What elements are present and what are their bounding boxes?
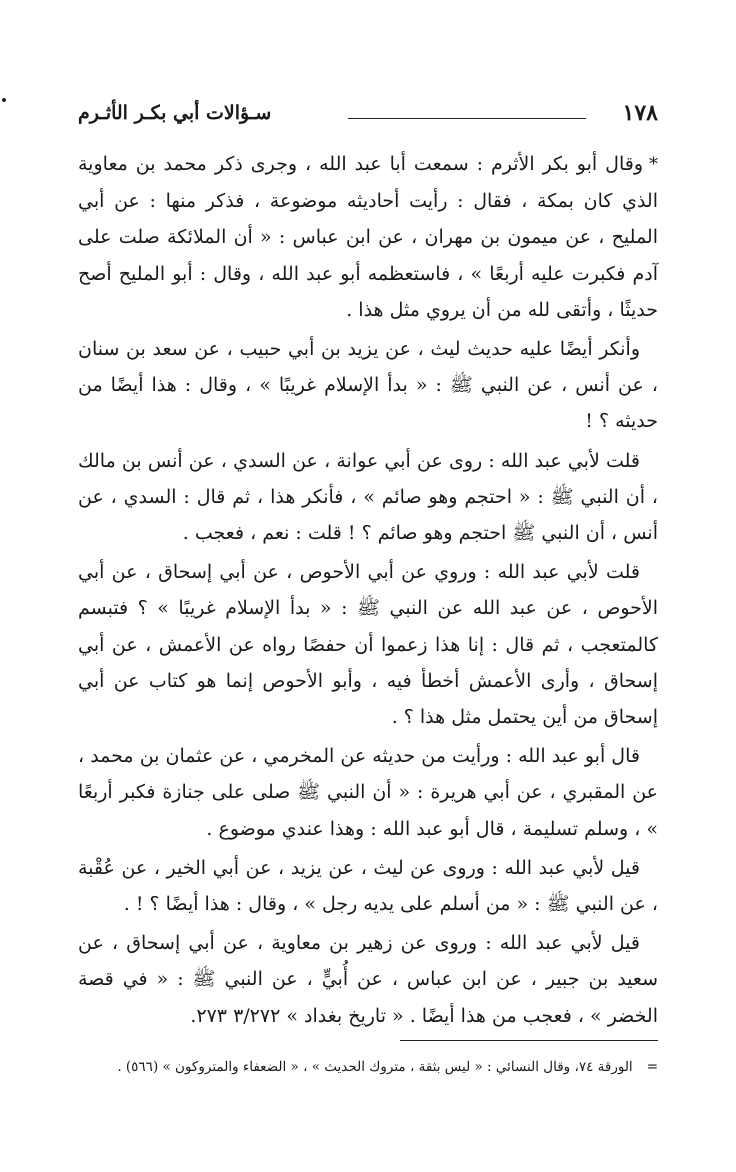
paragraph-5: قال أبو عبد الله : ورأيت من حديثه عن المخرمي ، عن عثمان بن محمد ، عن المقبري ، عن أبي هريرة : « أن النبي ﷺ صلى على جنازة فكبر أربعًا » ، وسلم تسليمة ، قال أبو عبد الله : وهذا عندي موضوع . bbox=[78, 745, 658, 840]
star-marker: * bbox=[649, 154, 658, 175]
page-number: ١٧٨ bbox=[622, 100, 658, 126]
page-header bbox=[78, 96, 658, 136]
paragraph-3: قلت لأبي عبد الله : روى عن أبي عوانة ، عن السدي ، عن أنس بن مالك ، أن النبي ﷺ : « احتجم وهو صائم » ، فأنكر هذا ، ثم قال : السدي ، عن أنس ، أن النبي ﷺ احتجم وهو صائم ؟ ! قلت : نعم ، فعجب . bbox=[78, 449, 658, 545]
paragraph-7: قيل لأبي عبد الله : وروى عن زهير بن معاوية ، عن أبي إسحاق ، عن سعيد بن جبير ، عن ابن عباس ، عن أُبيٍّ ، عن النبي ﷺ : « في قصة الخضر » ، فعجب من هذا أيضًا . « تاريخ بغداد » ٣/٢٧٢ ٢٧٣. bbox=[78, 932, 658, 1027]
footnote-marker: = bbox=[646, 1059, 658, 1075]
running-title: سـؤالات أبي بكـر الأثـرم bbox=[78, 102, 272, 124]
footnote bbox=[60, 1056, 658, 1078]
footnote-rule bbox=[400, 1040, 658, 1041]
paragraph-2: وأنكر أيضًا عليه حديث ليث ، عن يزيد بن أبي حبيب ، عن سعد بن سنان ، عن أنس ، عن النبي ﷺ : « بدأ الإسلام غريبًا » ، وقال : هذا أيضًا من حديثه ؟ ! bbox=[78, 338, 658, 433]
main-text bbox=[78, 146, 658, 1037]
header-rule bbox=[348, 118, 586, 119]
paragraph-1 bbox=[78, 146, 658, 328]
footnote-text: الورقة ٧٤، وقال النسائي : « ليس بثقة ، متروك الحديث » ، « الضعفاء والمتروكون » (٥٦٦) . bbox=[117, 1059, 633, 1075]
paragraph-4: قلت لأبي عبد الله : وروي عن أبي الأحوص ، عن أبي إسحاق ، عن أبي الأحوص ، عن عبد الله عن النبي ﷺ : « بدأ الإسلام غريبًا » ؟ فتبسم كالمتعجب ، ثم قال : إنا هذا زعموا أن حفصًا رواه عن الأعمش ، عن أبي إسحاق ، وأرى الأعمش أخطأ فيه ، وأبو الأحوص إنما هو كتاب عن أبي إسحاق من أين يحتمل مثل هذا ؟ . bbox=[78, 561, 658, 729]
paragraph-6: قيل لأبي عبد الله : وروى عن ليث ، عن يزيد ، عن أبي الخير ، عن عُقْبة ، عن النبي ﷺ : « من أسلم على يديه رجل » ، وقال : هذا أيضًا ؟ ! . bbox=[78, 856, 658, 916]
margin-dot bbox=[2, 98, 6, 102]
paragraph-1-text: وقال أبو بكر الأثرم : سمعت أبا عبد الله ، وجرى ذكر محمد بن معاوية الذي كان بمكة ، فقال : رأيت أحاديثه موضوعة ، فذكر منها : عن أبي المليح ، عن ميمون بن مهران ، عن ابن عباس : « أن الملائكة صلت على آدم فكبرت عليه أربعًا » ، فاستعظمه أبو عبد الله ، وقال : أبو المليح أصح حديثًا ، وأتقى لله من أن يروي مثل هذا . bbox=[78, 153, 658, 321]
